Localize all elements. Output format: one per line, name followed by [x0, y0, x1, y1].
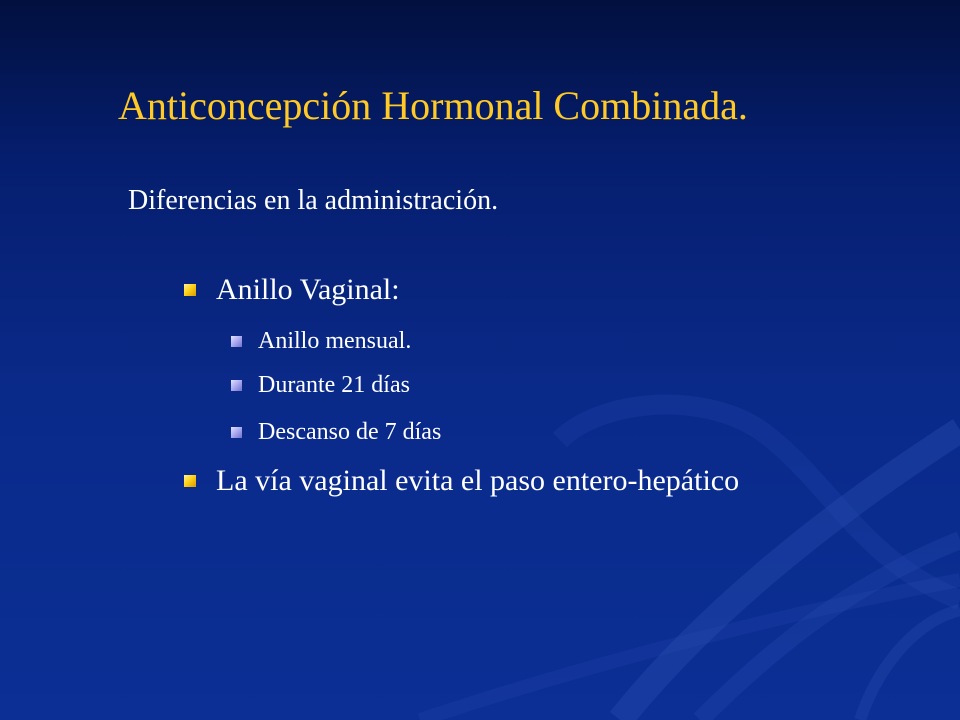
bullet-text: La vía vaginal evita el paso entero-hepático	[216, 464, 740, 497]
slide-subtitle: Diferencias en la administración.	[128, 185, 499, 216]
bullet-text: Anillo Vaginal:	[216, 273, 400, 306]
sub-bullet-text: Descanso de 7 días	[258, 419, 442, 445]
square-bullet-icon	[231, 336, 242, 347]
bullet-via-vaginal	[216, 463, 739, 499]
square-bullet-icon	[184, 284, 196, 296]
square-bullet-icon	[184, 475, 196, 487]
sub-bullet-anillo-mensual	[258, 326, 411, 356]
bullet-anillo-vaginal	[216, 272, 400, 308]
sub-bullet-text: Anillo mensual.	[258, 328, 412, 354]
square-bullet-icon	[231, 380, 242, 391]
slide-title: Anticoncepción Hormonal Combinada.	[118, 83, 748, 128]
square-bullet-icon	[231, 427, 242, 438]
sub-bullet-descanso-7-dias	[258, 417, 441, 447]
sub-bullet-durante-21-dias	[258, 370, 410, 400]
sub-bullet-text: Durante 21 días	[258, 372, 410, 398]
